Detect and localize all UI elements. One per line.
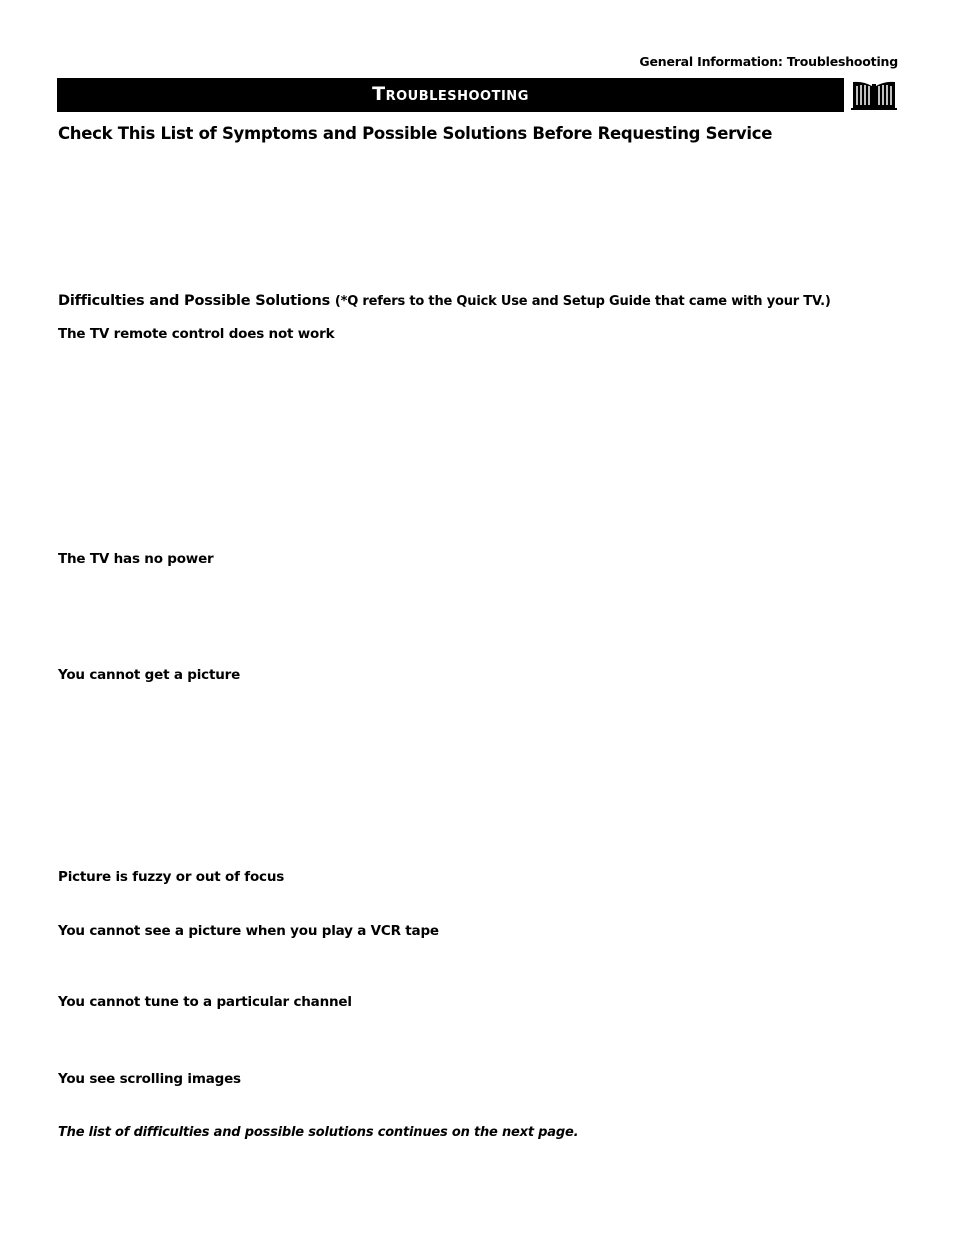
difficulties-heading-text: Difficulties and Possible Solutions [58,293,330,309]
difficulties-heading [58,293,831,309]
main-heading: Check This List of Symptoms and Possible Solutions Before Requesting Service [58,124,773,143]
symptom-no-vcr-picture: You cannot see a picture when you play a VCR tape [58,923,439,939]
title-bar [57,78,844,112]
symptom-scrolling-images: You see scrolling images [58,1071,241,1087]
continued-note: The list of difficulties and possible solutions continues on the next page. [58,1125,579,1140]
open-book-icon [850,78,898,112]
symptom-cannot-tune-channel: You cannot tune to a particular channel [58,994,352,1010]
running-head: General Information: Troubleshooting [639,54,898,69]
symptom-no-power: The TV has no power [58,551,214,567]
page-title: Troubleshooting [372,83,529,105]
difficulties-note: (*Q refers to the Quick Use and Setup Guide that came with your TV.) [334,294,831,309]
symptom-remote-not-working: The TV remote control does not work [58,326,335,342]
symptom-no-picture: You cannot get a picture [58,667,241,683]
symptom-fuzzy-picture: Picture is fuzzy or out of focus [58,869,285,885]
